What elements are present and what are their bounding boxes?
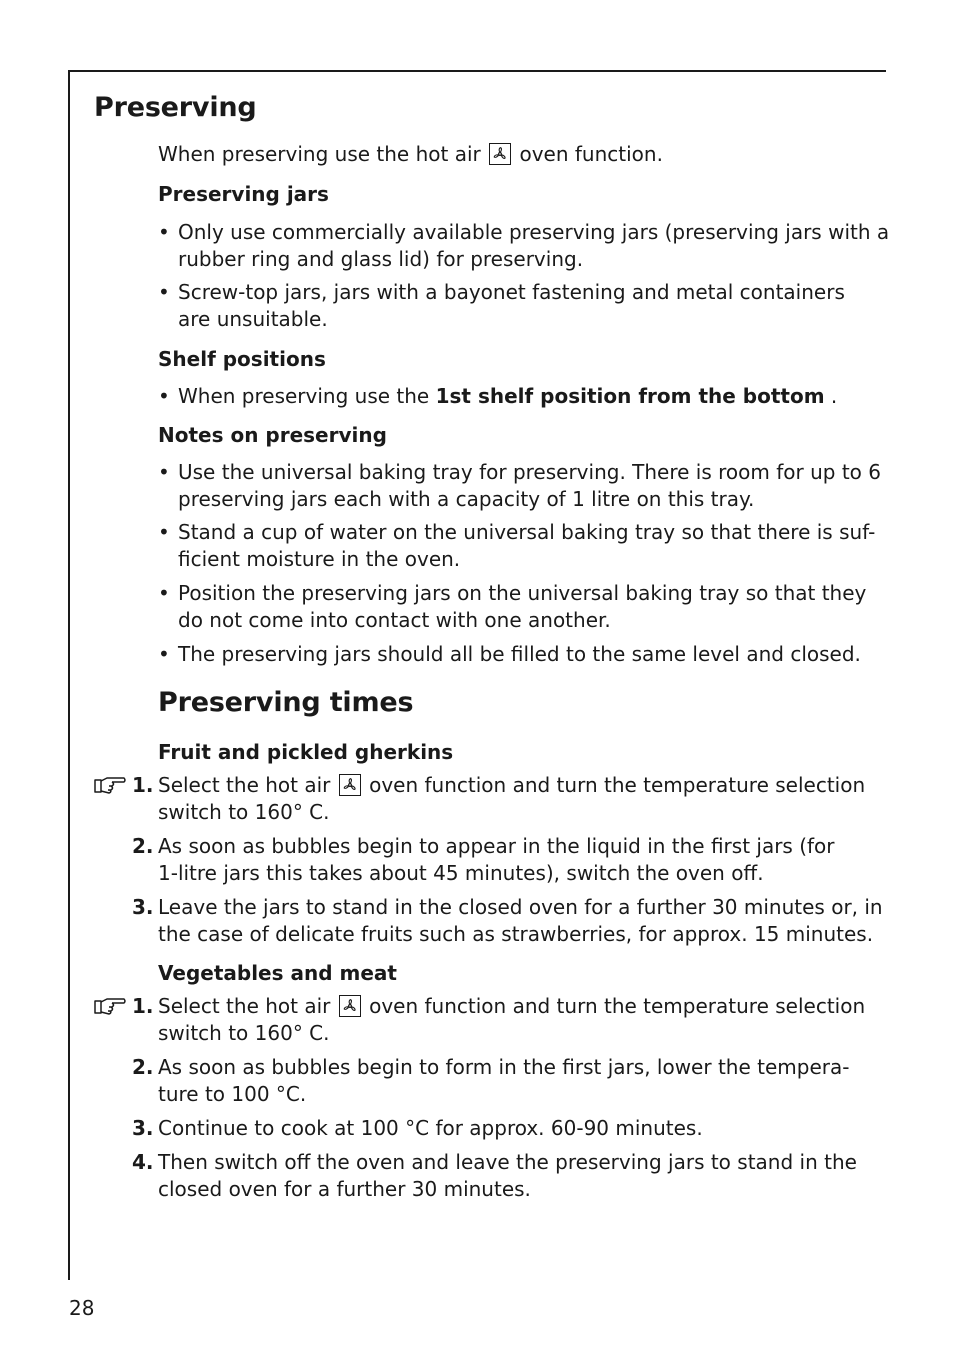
page-number: 28 [69, 1296, 95, 1320]
pointing-hand-icon [93, 774, 127, 796]
section-title-preserving-times: Preserving times [158, 687, 414, 718]
heading-vegetables-and-meat: Vegetables and meat [158, 961, 397, 985]
fan-icon [339, 995, 361, 1017]
page-margin-rule-top [68, 70, 886, 72]
intro-paragraph: When preserving use the hot air oven function. [158, 142, 663, 166]
section-title-preserving: Preserving [94, 92, 257, 123]
heading-fruit-and-pickled-gherkins: Fruit and pickled gherkins [158, 740, 454, 764]
heading-notes-on-preserving: Notes on preserving [158, 423, 387, 447]
page-margin-rule-vertical [68, 70, 70, 1280]
heading-shelf-positions: Shelf positions [158, 347, 326, 371]
fan-icon [489, 143, 511, 165]
heading-preserving-jars: Preserving jars [158, 182, 329, 206]
pointing-hand-icon [93, 995, 127, 1017]
fan-icon [339, 774, 361, 796]
